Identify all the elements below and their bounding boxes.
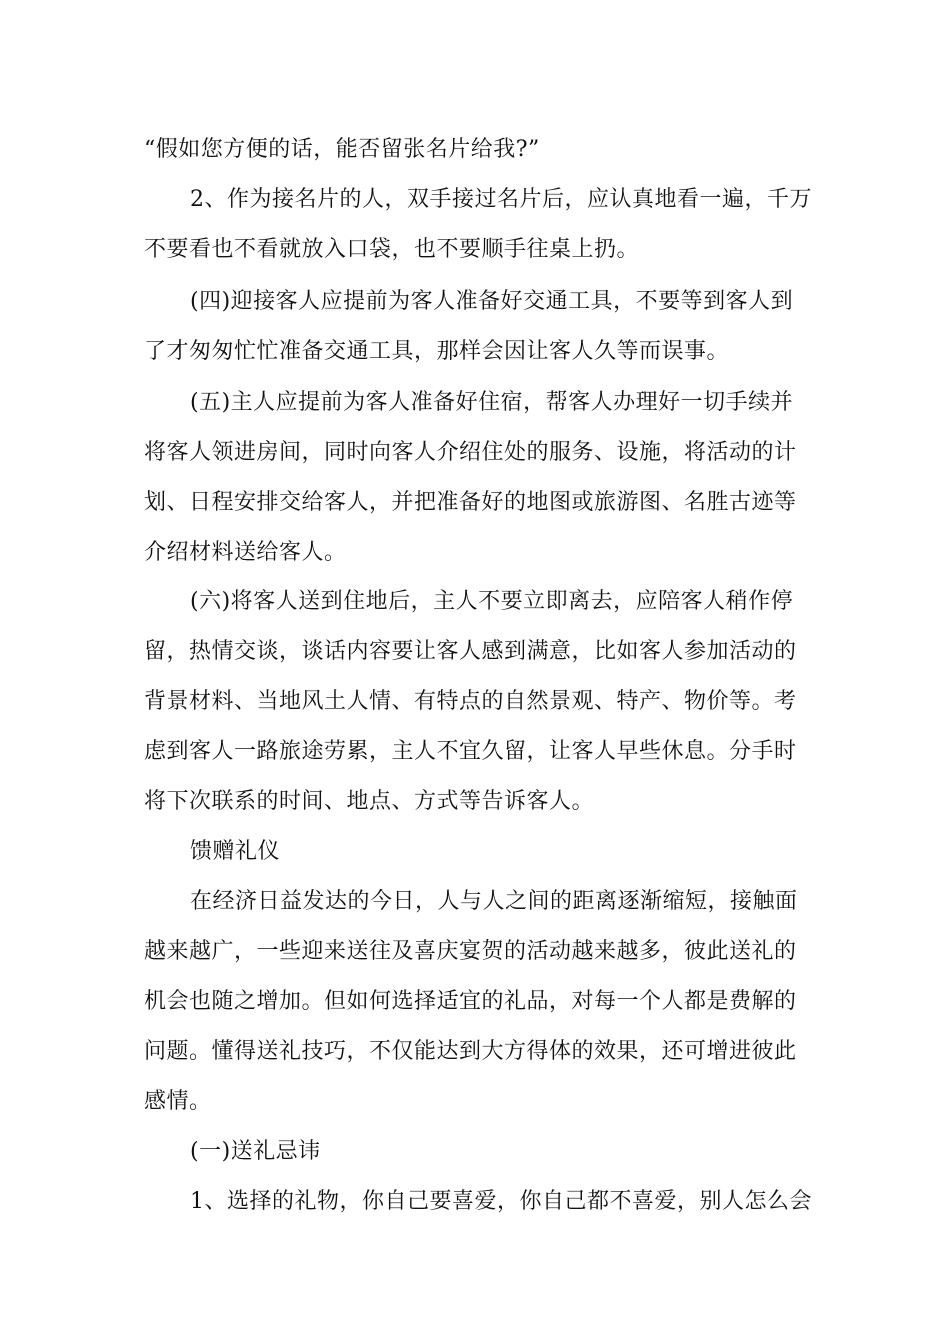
text-line: 不要看也不看就放入口袋，也不要顺手往桌上扔。 xyxy=(144,237,640,262)
text-line: 了才匆匆忙忙准备交通工具，那样会因让客人久等而误事。 xyxy=(144,339,730,364)
text-line: 留，热情交谈，谈话内容要让客人感到满意，比如客人参加活动的 xyxy=(144,639,797,664)
text-line: 将客人领进房间，同时向客人介绍住处的服务、设施，将活动的计 xyxy=(144,440,797,465)
text-line: 感情。 xyxy=(144,1089,212,1114)
text-line: 介绍材料送给客人。 xyxy=(144,540,347,565)
subsection-heading: (一)送礼忌讳 xyxy=(190,1139,321,1164)
text-line: 背景材料、当地风土人情、有特点的自然景观、特产、物价等。考 xyxy=(144,689,797,714)
text-line: 越来越广，一些迎来送往及喜庆宴贺的活动越来越多，彼此送礼的 xyxy=(144,939,797,964)
text-line: 机会也随之增加。但如何选择适宜的礼品，对每一个人都是费解的 xyxy=(144,989,797,1014)
text-line: 问题。懂得送礼技巧，不仅能达到大方得体的效果，还可增进彼此 xyxy=(144,1039,797,1064)
text-line: 1、选择的礼物，你自己要喜爱，你自己都不喜爱，别人怎么会 xyxy=(190,1189,812,1214)
text-line: (五)主人应提前为客人准备好住宿，帮客人办理好一切手续并 xyxy=(190,390,794,415)
text-line: (四)迎接客人应提前为客人准备好交通工具，不要等到客人到 xyxy=(190,289,794,314)
section-heading: 馈赠礼仪 xyxy=(190,839,281,864)
text-line: 2、作为接名片的人，双手接过名片后，应认真地看一遍，千万 xyxy=(190,187,812,212)
text-line: 在经济日益发达的今日，人与人之间的距离逐渐缩短，接触面 xyxy=(190,889,798,914)
text-line: (六)将客人送到住地后，主人不要立即离去，应陪客人稍作停 xyxy=(190,589,794,614)
text-line: 将下次联系的时间、地点、方式等告诉客人。 xyxy=(144,789,595,814)
text-line: “假如您方便的话，能否留张名片给我?” xyxy=(144,137,540,162)
text-line: 虑到客人一路旅途劳累，主人不宜久留，让客人早些休息。分手时 xyxy=(144,739,797,764)
text-line: 划、日程安排交给客人，并把准备好的地图或旅游图、名胜古迹等 xyxy=(144,490,797,515)
